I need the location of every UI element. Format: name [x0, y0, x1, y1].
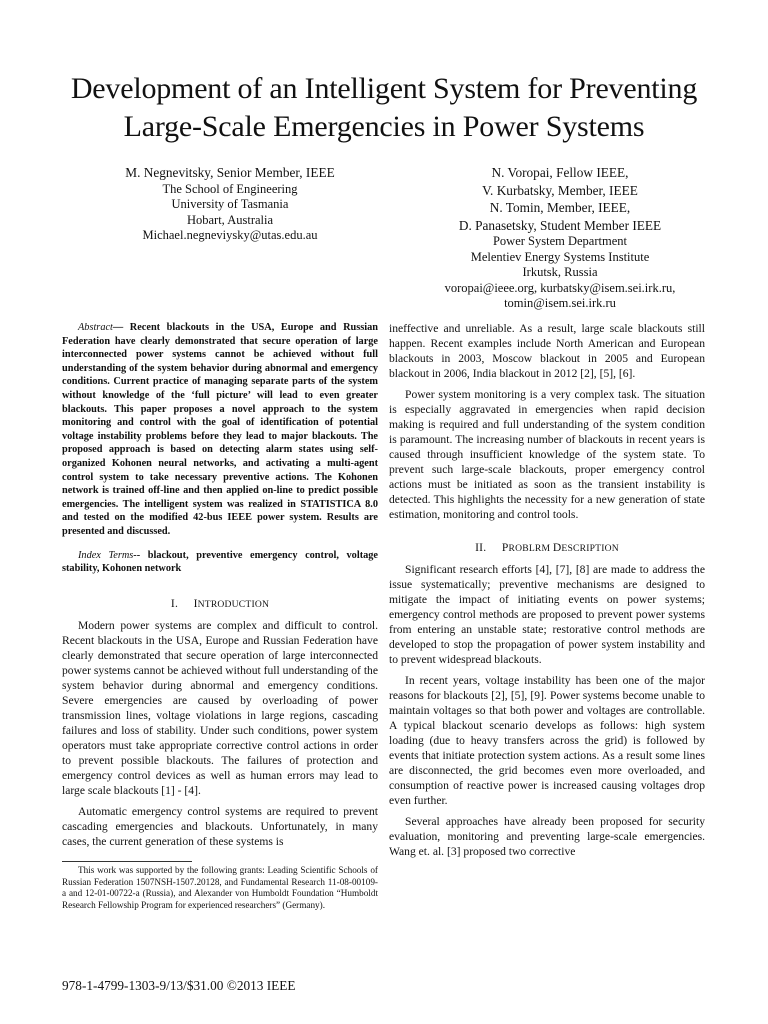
section-heading-introduction: I. INTRODUCTION	[170, 596, 270, 610]
author-name: N. Voropai, Fellow IEEE,	[491, 165, 629, 180]
paragraph: In recent years, voltage instability has been one of the major reasons for blackouts [2], [5], [9]. Power systems become unable to maintain voltages so that both power and voltages are controllable. A typical blackout scenario develops as follows: high system loading (due to heavy transfers across the grid) is followed by events that initiate protection system actions. As a result some lines are disconnected, the grid becomes even more overloaded, and consumption of reactive power is increased causing voltages drop even further.	[389, 674, 705, 807]
abstract-text: — Recent blackouts in the USA, Europe and Russian Federation have clearly demonstrated that secure operation of large interconnected power systems cannot be achieved without full understanding of the system behavior during abnormal and emergency conditions. Current practice of managing separate parts of the system without knowledge of the ‘full picture’ will lead to even greater blackouts. This paper proposes a novel approach to the system monitoring and control with the goal of identification of potential voltage instability problems before they lead to major blackouts. The proposed approach is based on detecting alarm states using self-organized Kohonen neural networks, and activating a multi-agent control system to take necessary preventive actions. The Kohonen network is trained off-line and then applied on-line to predict possible emergencies. The intelligent system was realized in STATISTICA 8.0 and tested on the modified 42-bus IEEE power system. Results are presented and discussed.	[62, 322, 378, 537]
section-heading-problem-description: II. PROBLRM DESCRIPTION	[475, 541, 619, 554]
copyright-line: 978-1-4799-1303-9/13/$31.00 ©2013 IEEE	[62, 978, 296, 993]
paragraph: Modern power systems are complex and difficult to control. Recent blackouts in the USA, Europe and Russian Federation have clearly demonstrated that secure operation of large interconnected power systems cannot be achieved without full understanding of the system behavior during abnormal and emergency conditions. Severe emergencies are caused by overloading of power transmission lines, voltage violations in large regions, cascading failures and loss of stability. Under such conditions, power system operators must take appropriate corrective control actions in order to prevent possible blackouts. The failures of protection and emergency control devices as well as human errors may lead to large scale blackouts [1] - [4].	[62, 618, 378, 797]
paragraph: Several approaches have already been proposed for security evaluation, monitoring and preventing large-scale emergencies. Wang et. al. [3] proposed two corrective	[389, 815, 705, 858]
paragraph: Automatic emergency control systems are required to prevent cascading emergencies and blackouts. Unfortunately, in many cases, the current generation of these systems is	[62, 804, 378, 848]
abstract-label: Abstract	[78, 322, 113, 333]
index-terms-label: Index Terms	[78, 549, 134, 561]
author-email: voropai@ieee.org, kurbatsky@isem.sei.irk.ru,	[444, 280, 676, 295]
footnote-rule	[62, 861, 192, 862]
affiliation-line: University of Tasmania	[171, 197, 289, 211]
paragraph: ineffective and unreliable. As a result, large scale blackouts still happen. Recent examples include North American and European blackouts in 2003, Moscow blackout in 2005 and European blackout in 2006, India blackout in 2012 [2], [5], [6].	[389, 322, 705, 380]
affiliation-line: Irkutsk, Russia	[522, 265, 598, 279]
affiliation-line: Power System Department	[492, 234, 627, 248]
index-terms	[62, 549, 378, 576]
affiliation-line: The School of Engineering	[162, 181, 298, 196]
paragraph: Power system monitoring is a very complex task. The situation is especially aggravated in emergencies when rapid decision making is required and full understanding of the system condition is paramount. The increasing number of blackouts in recent years is caused through insufficient knowledge of the system state. To prevent such large-scale blackouts, proper emergency control actions must be initiated as soon as the transient instability is detected. This highlights the necessity for a new generation of state estimation, monitoring and control tools.	[389, 388, 705, 521]
footnote	[62, 865, 378, 911]
affiliation-line: Hobart, Australia	[186, 212, 274, 227]
abstract	[62, 321, 378, 539]
left-column	[62, 321, 378, 849]
author-name: N. Tomin, Member, IEEE,	[489, 200, 631, 215]
index-terms-text: -- blackout, preventive emergency control, voltage stability, Kohonen network	[62, 549, 378, 575]
right-column	[389, 321, 705, 859]
author-name: M. Negnevitsky, Senior Member, IEEE	[125, 165, 335, 180]
author-email: tomin@isem.sei.irk.ru	[504, 296, 616, 310]
author-block-right	[410, 164, 710, 312]
paper-title: Development of an Intelligent System for Preventing Large-Scale Emergencies in Power Systems	[70, 72, 698, 143]
author-name: V. Kurbatsky, Member, IEEE	[482, 182, 638, 198]
author-email: Michael.negneviysky@utas.edu.au	[142, 228, 318, 242]
author-block-left	[80, 164, 380, 244]
footnote-text: This work was supported by the following grants: Leading Scientific Schools of Russian Federation 1507NSH-1507.20128, and Fundamental Research 11-08-00109-a and 12-01-00722-a (Russia), and Alexander von Humboldt Foundation “Humboldt Research Fellowship Program for experienced researchers” (Germany).	[62, 865, 378, 910]
affiliation-line: Melentiev Energy Systems Institute	[470, 249, 650, 264]
paragraph: Significant research efforts [4], [7], [8] are made to address the issue systematically; preventive mechanisms are designed to mitigate the impact of initiating events on power systems; emergency control methods are proposed to prevent power systems from entering an unstable state; restorative control methods are developed to stop the propagation of power system instability and to prevent widespread blackouts.	[389, 563, 705, 666]
author-name: D. Panasetsky, Student Member IEEE	[458, 217, 662, 233]
